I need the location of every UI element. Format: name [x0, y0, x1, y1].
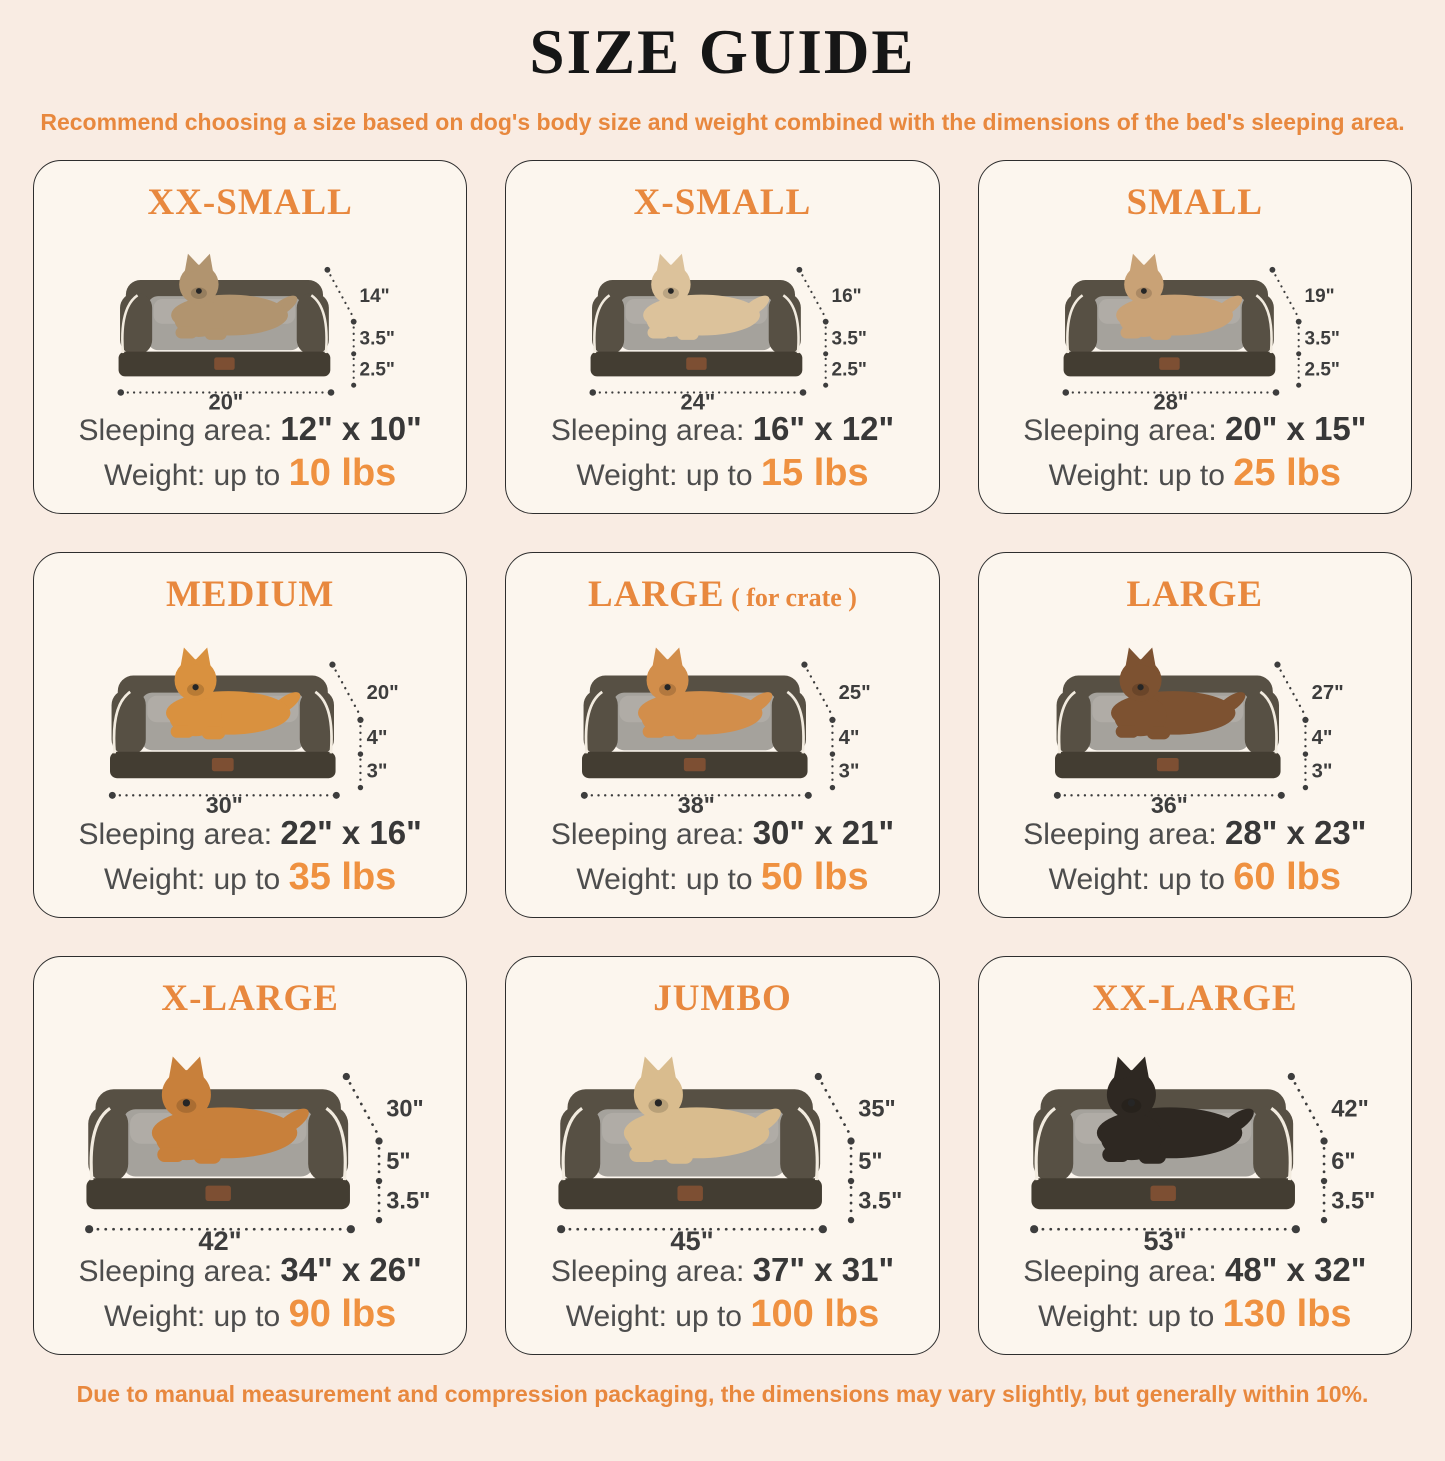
depth-dim-line: [1277, 665, 1305, 716]
dim-dot: [1296, 351, 1301, 356]
dim-dot: [824, 351, 829, 356]
bed-illustration: [991, 618, 1399, 814]
depth-dim-line: [333, 665, 361, 716]
pet-shape: [666, 1149, 693, 1164]
size-title: [1127, 573, 1264, 616]
depth-dim-line: [800, 270, 826, 318]
size-title: [1092, 977, 1297, 1020]
depth-dim-line: [1291, 1077, 1324, 1137]
depth-dim-label: 30": [386, 1096, 424, 1123]
base-height-label: 2.5": [359, 359, 396, 381]
weight-value: 90 lbs: [288, 1293, 397, 1335]
weight-value: 35 lbs: [288, 856, 397, 898]
depth-dim-label: 25": [839, 681, 872, 704]
dim-dot: [85, 1225, 93, 1233]
bed-right-bolster: [772, 690, 806, 755]
dim-dot: [351, 383, 356, 388]
dim-dot: [848, 1217, 854, 1223]
pet-shape: [1115, 725, 1138, 737]
sleeping-area-line: [79, 814, 422, 852]
brand-tag: [1159, 357, 1179, 369]
sleeping-area-line: [551, 410, 894, 448]
bolster-height-label: 4": [366, 727, 388, 749]
bed-right-bolster: [1245, 690, 1279, 755]
size-name: LARGE: [588, 574, 725, 615]
sleeping-area-label: Sleeping area:: [1023, 1255, 1217, 1288]
bed-left-bolster: [1065, 293, 1097, 354]
pet-nose: [196, 288, 202, 294]
depth-dim-line: [328, 270, 354, 318]
size-title: [166, 573, 334, 616]
dim-dot: [1321, 1217, 1327, 1223]
brand-tag: [1150, 1186, 1175, 1201]
depth-dim-line: [805, 665, 833, 716]
sleeping-area-value: 30" x 21": [752, 814, 895, 851]
dim-dot: [1030, 1225, 1038, 1233]
pet-shape: [1120, 327, 1142, 339]
brand-tag: [214, 357, 234, 369]
sleeping-area-value: 20" x 15": [1225, 410, 1367, 447]
bed-left-bolster: [584, 690, 618, 755]
dim-dot: [824, 383, 829, 388]
bed-left-bolster: [1056, 690, 1090, 755]
sleeping-area-line: [1023, 410, 1366, 448]
width-dim-label: 45": [670, 1225, 715, 1251]
dim-dot: [376, 1178, 382, 1184]
pet-shape: [1150, 328, 1172, 340]
dim-dot: [1292, 1225, 1300, 1233]
weight-value: 100 lbs: [750, 1293, 880, 1335]
base-height-label: 3.5": [1331, 1188, 1376, 1215]
pet-shape: [648, 327, 670, 339]
sleeping-area-line: [551, 1251, 894, 1289]
weight-label: Weight: up to: [1048, 863, 1225, 896]
dim-dot: [1054, 792, 1061, 799]
dim-dot: [1296, 383, 1301, 388]
sleeping-area-value: 12" x 10": [280, 410, 422, 447]
pet-shape: [643, 725, 666, 737]
weight-label: Weight: up to: [1038, 1300, 1215, 1333]
bed-figure: [987, 226, 1403, 410]
size-card-jumbo: [505, 956, 939, 1355]
sleeping-area-label: Sleeping area:: [78, 414, 273, 447]
base-height-label: 2.5": [1304, 359, 1340, 381]
dim-dot: [351, 351, 356, 356]
pet-shape: [205, 328, 227, 340]
width-dim-label: 53": [1143, 1225, 1187, 1251]
sleeping-area-label: Sleeping area:: [550, 414, 745, 447]
bed-illustration: [46, 1022, 454, 1251]
bed-left-bolster: [1033, 1106, 1073, 1182]
depth-dim-label: 14": [359, 285, 390, 307]
size-name: SMALL: [1126, 182, 1264, 223]
width-dim-label: 24": [681, 389, 716, 410]
bed-illustration: [518, 618, 926, 814]
dim-dot: [802, 662, 808, 668]
depth-dim-label: 16": [832, 285, 863, 307]
bed-left-bolster: [120, 293, 152, 354]
depth-dim-label: 20": [366, 681, 399, 704]
dim-dot: [347, 1225, 355, 1233]
dim-dot: [118, 389, 125, 396]
dim-dot: [1302, 717, 1308, 723]
pet-nose: [1137, 684, 1143, 690]
brand-tag: [212, 758, 234, 771]
dim-dot: [358, 751, 363, 756]
dim-dot: [1269, 267, 1275, 273]
sleeping-area-value: 37" x 31": [752, 1251, 895, 1288]
bolster-height-label: 4": [839, 727, 860, 749]
pet-nose: [668, 288, 674, 294]
weight-line: [566, 1293, 879, 1336]
base-height-label: 3": [1311, 760, 1333, 783]
pet-shape: [674, 727, 697, 739]
size-card-medium: [33, 552, 467, 918]
brand-tag: [684, 758, 706, 771]
size-name: XX-LARGE: [1092, 978, 1298, 1019]
dim-dot: [805, 792, 812, 799]
sleeping-area-line: [79, 1251, 422, 1289]
weight-line: [576, 856, 868, 899]
dim-dot: [357, 717, 363, 723]
weight-label: Weight: up to: [576, 863, 753, 896]
weight-value: 50 lbs: [760, 856, 869, 898]
sleeping-area-value: 22" x 16": [280, 814, 422, 851]
pet-shape: [171, 725, 194, 737]
bed-right-bolster: [1253, 1106, 1293, 1182]
base-height-label: 3": [839, 760, 860, 783]
sleeping-area-line: [551, 814, 894, 852]
dim-dot: [109, 792, 116, 799]
dim-dot: [1274, 662, 1280, 668]
weight-line: [1049, 452, 1341, 495]
size-title: [588, 573, 857, 616]
dim-dot: [797, 267, 803, 273]
base-height-label: 3.5": [858, 1188, 903, 1215]
dim-dot: [333, 792, 340, 799]
size-title: [1127, 181, 1264, 224]
size-name: X-LARGE: [161, 978, 339, 1019]
weight-label: Weight: up to: [565, 1300, 742, 1333]
width-dim-label: 30": [205, 792, 243, 814]
dim-dot: [823, 319, 829, 325]
bed-figure: [514, 1022, 930, 1251]
weight-value: 130 lbs: [1222, 1293, 1352, 1335]
bed-left-bolster: [561, 1106, 601, 1182]
weight-line: [104, 1293, 396, 1336]
width-dim-label: 38": [678, 792, 716, 814]
weight-line: [104, 856, 396, 899]
pet-shape: [1147, 727, 1170, 739]
bed-figure: [42, 1022, 458, 1251]
dim-dot: [830, 785, 835, 790]
weight-label: Weight: up to: [104, 1300, 281, 1333]
bed-right-bolster: [769, 293, 801, 354]
size-card-xx-large: [978, 956, 1412, 1355]
bed-illustration: [46, 226, 454, 410]
weight-label: Weight: up to: [576, 459, 753, 492]
dim-dot: [819, 1225, 827, 1233]
dim-dot: [1303, 785, 1308, 790]
dim-dot: [1320, 1137, 1327, 1144]
size-card-xx-small: [33, 160, 467, 514]
dim-dot: [848, 1178, 854, 1184]
bed-figure: [987, 618, 1403, 814]
sleeping-area-line: [1023, 814, 1366, 852]
bed-right-bolster: [1242, 293, 1274, 354]
dim-dot: [590, 389, 597, 396]
weight-value: 15 lbs: [760, 452, 869, 494]
bed-illustration: [46, 618, 454, 814]
sleeping-area-value: 48" x 32": [1225, 1251, 1367, 1288]
dim-dot: [1062, 389, 1069, 396]
size-grid: [0, 160, 1445, 1355]
dim-dot: [351, 319, 357, 325]
weight-line: [1049, 856, 1341, 899]
bed-illustration: [991, 1022, 1399, 1251]
bed-left-bolster: [593, 293, 625, 354]
dim-dot: [1288, 1073, 1295, 1080]
bolster-height-label: 6": [1331, 1149, 1356, 1176]
sleeping-area-label: Sleeping area:: [1023, 414, 1217, 447]
depth-dim-label: 42": [1331, 1096, 1369, 1123]
dim-dot: [1296, 319, 1302, 325]
weight-line: [576, 452, 868, 495]
brand-tag: [678, 1186, 703, 1201]
bed-illustration: [518, 226, 926, 410]
size-title: [161, 977, 339, 1020]
dim-dot: [329, 662, 335, 668]
pet-shape: [1102, 1147, 1129, 1162]
weight-value: 60 lbs: [1233, 856, 1341, 898]
bolster-height-label: 5": [386, 1149, 411, 1176]
bed-figure: [42, 226, 458, 410]
size-title: [147, 181, 352, 224]
dim-dot: [848, 1137, 855, 1144]
pet-shape: [202, 727, 225, 739]
size-card-large: [505, 552, 939, 918]
dim-dot: [830, 751, 835, 756]
size-title: [634, 181, 812, 224]
pet-shape: [677, 328, 699, 340]
page-subtitle: Recommend choosing a size based on dog's body size and weight combined with the dimensions of the bed's sleeping area.: [40, 109, 1405, 135]
bed-figure: [987, 1022, 1403, 1251]
weight-label: Weight: up to: [104, 863, 281, 896]
weight-line: [104, 452, 396, 495]
bed-left-bolster: [112, 690, 146, 755]
sleeping-area-label: Sleeping area:: [550, 818, 745, 851]
size-card-x-large: [33, 956, 467, 1355]
pet-nose: [183, 1099, 190, 1106]
pet-shape: [1138, 1149, 1165, 1164]
dim-dot: [558, 1225, 566, 1233]
sleeping-area-line: [1023, 1251, 1366, 1289]
size-card-large: [978, 552, 1412, 918]
dim-dot: [1303, 751, 1308, 756]
dim-dot: [800, 389, 807, 396]
pet-nose: [1128, 1099, 1135, 1106]
pet-shape: [630, 1147, 657, 1162]
depth-dim-line: [346, 1077, 379, 1137]
depth-dim-label: 27": [1311, 681, 1344, 704]
bed-right-bolster: [297, 293, 329, 354]
bolster-height-label: 3.5": [359, 328, 396, 350]
sleeping-area-label: Sleeping area:: [1023, 818, 1217, 851]
sleeping-area-label: Sleeping area:: [78, 1255, 273, 1288]
size-name: XX-SMALL: [147, 182, 353, 223]
depth-dim-line: [819, 1077, 852, 1137]
dim-dot: [581, 792, 588, 799]
bolster-height-label: 4": [1311, 727, 1333, 749]
dim-dot: [815, 1073, 822, 1080]
dim-dot: [376, 1137, 383, 1144]
weight-value: 10 lbs: [288, 452, 397, 494]
weight-label: Weight: up to: [1048, 459, 1225, 492]
depth-dim-label: 35": [858, 1096, 897, 1123]
pet-nose: [1141, 288, 1147, 294]
width-dim-label: 20": [208, 389, 244, 410]
dim-dot: [358, 785, 363, 790]
footnote: Due to manual measurement and compression packaging, the dimensions may vary slightly, but generally within 10%.: [76, 1381, 1369, 1407]
page-title: SIZE GUIDE: [529, 17, 916, 87]
sleeping-area-line: [79, 410, 422, 448]
depth-dim-label: 19": [1304, 285, 1335, 307]
bed-figure: [42, 618, 458, 814]
bolster-height-label: 5": [858, 1149, 884, 1176]
size-name: MEDIUM: [165, 574, 335, 615]
bolster-height-label: 3.5": [1304, 328, 1340, 350]
size-name: LARGE: [1126, 574, 1264, 615]
pet-shape: [157, 1147, 184, 1162]
brand-tag: [206, 1186, 231, 1201]
bed-illustration: [518, 1022, 926, 1251]
brand-tag: [687, 357, 707, 369]
bed-illustration: [991, 226, 1399, 410]
dim-dot: [343, 1073, 350, 1080]
sleeping-area-label: Sleeping area:: [550, 1255, 745, 1288]
size-title: [653, 977, 792, 1020]
base-height-label: 3.5": [386, 1188, 431, 1215]
width-dim-label: 42": [198, 1225, 242, 1251]
pet-shape: [176, 327, 198, 339]
bed-figure: [514, 226, 930, 410]
pet-nose: [655, 1099, 662, 1106]
base-height-label: 3": [366, 760, 388, 783]
size-name: JUMBO: [653, 978, 792, 1019]
size-card-small: [978, 160, 1412, 514]
sleeping-area-value: 34" x 26": [280, 1251, 422, 1288]
width-dim-label: 28": [1153, 389, 1189, 410]
sleeping-area-value: 28" x 23": [1225, 814, 1367, 851]
weight-line: [1038, 1293, 1351, 1336]
pet-nose: [665, 684, 671, 690]
dim-dot: [1278, 792, 1285, 799]
bed-figure: [514, 618, 930, 814]
sleeping-area-value: 16" x 12": [752, 410, 895, 447]
pet-nose: [193, 684, 199, 690]
pet-shape: [194, 1149, 221, 1164]
bed-right-bolster: [781, 1106, 821, 1182]
sleeping-area-label: Sleeping area:: [78, 818, 273, 851]
base-height-label: 2.5": [832, 359, 868, 381]
size-title-suffix: ( for crate ): [724, 583, 857, 612]
size-name: X-SMALL: [633, 182, 812, 223]
dim-dot: [376, 1217, 382, 1223]
dim-dot: [328, 389, 335, 396]
brand-tag: [1157, 758, 1179, 771]
bolster-height-label: 3.5": [832, 328, 868, 350]
dim-dot: [1321, 1178, 1327, 1184]
bed-right-bolster: [300, 690, 334, 755]
size-card-x-small: [505, 160, 939, 514]
weight-value: 25 lbs: [1233, 452, 1341, 494]
width-dim-label: 36": [1150, 792, 1188, 814]
weight-label: Weight: up to: [104, 459, 281, 492]
dim-dot: [830, 717, 836, 723]
bed-left-bolster: [88, 1106, 128, 1182]
dim-dot: [325, 267, 331, 273]
dim-dot: [1273, 389, 1280, 396]
bed-right-bolster: [308, 1106, 348, 1182]
depth-dim-line: [1272, 270, 1298, 318]
